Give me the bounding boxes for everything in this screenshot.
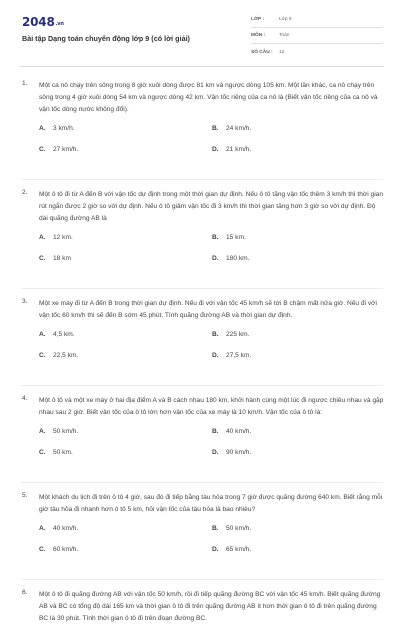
logo-suffix: .vn — [55, 21, 64, 27]
option-b[interactable] — [212, 234, 246, 241]
option-d[interactable] — [212, 449, 251, 456]
option-label: D. — [212, 352, 219, 359]
option-b[interactable] — [212, 428, 251, 435]
option-d[interactable] — [212, 146, 251, 153]
question-list — [0, 80, 400, 625]
option-text: 50 km. — [53, 449, 73, 456]
option-a[interactable] — [39, 125, 75, 132]
meta-value: 12 — [279, 49, 285, 55]
option-text: 3 km/h. — [53, 125, 75, 132]
option-label: B. — [212, 428, 219, 435]
logo-text: 2048 — [22, 15, 55, 29]
question-divider — [21, 179, 383, 180]
option-label: C. — [39, 146, 46, 153]
option-label: D. — [212, 449, 219, 456]
option-b[interactable] — [212, 525, 251, 532]
option-text: 4,5 km. — [53, 331, 75, 338]
option-text: 27,5 km. — [226, 352, 252, 359]
option-label: D. — [212, 255, 219, 262]
option-text: 50 km/h. — [226, 525, 252, 532]
option-text: 27 km/h. — [53, 146, 79, 153]
answer-options — [39, 428, 384, 482]
meta-key: LỚP : — [251, 17, 265, 22]
question-divider — [21, 288, 383, 289]
meta-row-subject — [251, 28, 383, 44]
question-divider — [21, 385, 383, 386]
option-label: A. — [39, 525, 46, 532]
site-logo[interactable] — [22, 15, 64, 29]
option-text: 65 km/h. — [226, 546, 252, 553]
option-label: D. — [212, 546, 219, 553]
option-label: A. — [39, 331, 46, 338]
option-a[interactable] — [39, 428, 78, 435]
meta-key: SỐ CÂU : — [251, 49, 273, 55]
answer-options — [39, 331, 384, 385]
question-number: 6. — [22, 589, 28, 596]
option-d[interactable] — [212, 255, 249, 262]
question-number: 4. — [22, 395, 28, 402]
question-item — [0, 492, 400, 579]
option-label: C. — [39, 546, 46, 553]
option-text: 21 km/h. — [226, 146, 252, 153]
option-label: C. — [39, 352, 46, 359]
worksheet-header — [0, 0, 400, 66]
header-divider — [20, 66, 384, 67]
option-text: 12 km. — [53, 234, 73, 241]
option-c[interactable] — [39, 255, 71, 262]
page-title: Bài tập Dạng toán chuyển động lớp 9 (có lời giải) — [22, 34, 190, 43]
option-a[interactable] — [39, 525, 78, 532]
question-divider — [21, 579, 383, 580]
question-text: Một ô tô đi từ A đến B với vận tốc dự định trong một thời gian dự định. Nếu ô tô tăng vận tốc thêm 3 km/h thì thời gian rút ngắn được 2 giờ so với dự định. Nếu ô tô giảm vận tốc đi 3 km/h thì thời gian tăng hơn 3 giờ so với dự định. Độ dài quãng đường AB là — [39, 191, 384, 222]
option-text: 24 km/h. — [226, 125, 252, 132]
question-number: 2. — [22, 189, 28, 196]
option-text: 60 km/h. — [53, 546, 79, 553]
meta-table — [251, 12, 383, 60]
option-d[interactable] — [212, 352, 251, 359]
option-c[interactable] — [39, 352, 78, 359]
option-b[interactable] — [212, 125, 251, 132]
meta-key: MÔN : — [251, 33, 266, 38]
question-text: Một ô tô đi quãng đường AB với vận tốc 50 km/h, rồi đi tiếp quãng đường BC với vận tốc 45 km/h. Biết quãng đường AB và BC có tổng độ dài 165 km và thời gian ô tô đi trên quãng đường AB ít hơn thời gian ô tô đi trên quãng đường BC là 30 phút. Tính thời gian ô tô đi trên đoạn đường BC. — [39, 591, 381, 622]
option-c[interactable] — [39, 449, 73, 456]
option-text: 40 km/h. — [226, 428, 252, 435]
question-item — [0, 395, 400, 482]
question-item — [0, 298, 400, 385]
option-c[interactable] — [39, 146, 78, 153]
meta-value: Lớp 9 — [279, 17, 292, 22]
option-text: 50 km/h. — [53, 428, 79, 435]
meta-value: Toán — [279, 33, 290, 38]
option-label: A. — [39, 428, 46, 435]
option-label: D. — [212, 146, 219, 153]
question-number: 1. — [22, 80, 28, 87]
option-text: 15 km. — [226, 234, 246, 241]
answer-options — [39, 525, 384, 579]
question-number: 3. — [22, 298, 28, 305]
option-text: 22,5 km. — [53, 352, 79, 359]
option-a[interactable] — [39, 331, 75, 338]
option-label: B. — [212, 234, 219, 241]
option-text: 40 km/h. — [53, 525, 79, 532]
question-text: Một ô tô và một xe máy ở hai địa điểm A và B cách nhau 180 km, khởi hành cùng một lúc đi ngược chiều nhau và gặp nhau sau 2 giờ. Biết vận tốc của ô tô lớn hơn vận tốc của xe máy là 10 km/h. Vận tốc của ô tô là: — [39, 397, 384, 416]
option-label: A. — [39, 125, 46, 132]
meta-row-class — [251, 12, 383, 28]
option-label: B. — [212, 331, 219, 338]
option-d[interactable] — [212, 546, 251, 553]
option-text: 90 km/h. — [226, 449, 252, 456]
option-label: B. — [212, 125, 219, 132]
question-number: 5. — [22, 492, 28, 499]
option-text: 225 km. — [226, 331, 250, 338]
question-text: Một xe máy đi từ A đến B trong thời gian dự định. Nếu đi với vận tốc 45 km/h sẽ tới B chậm mất nửa giờ. Nếu đi với vận tốc 60 km/h thì sẽ đến B sớm 45 phút. Tính quãng đường AB và thời gian dự định. — [39, 300, 377, 319]
option-label: B. — [212, 525, 219, 532]
option-b[interactable] — [212, 331, 249, 338]
question-item — [0, 189, 400, 288]
meta-row-count — [251, 44, 383, 60]
question-item — [0, 80, 400, 179]
option-text: 18 km — [53, 255, 71, 262]
question-divider — [21, 482, 383, 483]
option-text: 180 km. — [226, 255, 250, 262]
question-text: Một ca nô chạy trên sông trong 8 giờ xuôi dòng được 81 km và ngược dòng 105 km. Một lần khác, ca nô chạy trên sông trong 4 giờ xuôi dòng 54 km và ngược dòng 42 km. Vận tốc riêng của ca nô là (Biết vận tốc riêng của ca nô và vận tốc dòng nước không đổi). — [39, 82, 378, 113]
option-label: C. — [39, 255, 46, 262]
answer-options — [39, 234, 384, 288]
answer-options — [39, 125, 384, 179]
option-c[interactable] — [39, 546, 78, 553]
question-text: Một khách du lịch đi trên ô tô 4 giờ, sau đó đi tiếp bằng tàu hỏa trong 7 giờ được quãng đường 640 km. Biết rằng mỗi giờ tàu hỏa đi nhanh hơn ô tô 5 km, hỏi vận tốc của tàu hỏa là bao nhiêu? — [39, 494, 383, 513]
question-item — [0, 589, 400, 625]
option-label: C. — [39, 449, 46, 456]
option-a[interactable] — [39, 234, 73, 241]
option-label: A. — [39, 234, 46, 241]
